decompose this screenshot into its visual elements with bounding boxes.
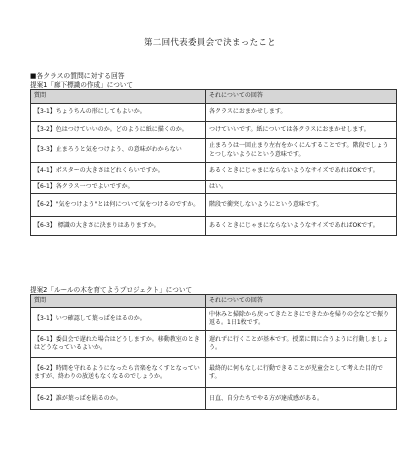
question-cell: 【3-1】いつ確認して葉っぱをはるのか。 xyxy=(31,308,206,331)
proposal1-table xyxy=(30,89,397,236)
table-header-row xyxy=(31,90,397,104)
header-question: 質問 xyxy=(31,295,206,308)
table-row xyxy=(31,104,397,122)
table-row xyxy=(31,308,397,331)
question-cell: 【6-3】 標識の大きさに決まりはありますか。 xyxy=(31,217,206,236)
table-header-row xyxy=(31,295,397,308)
table-row xyxy=(31,358,397,388)
question-cell: 【6-2】誰が葉っぱを貼るのか。 xyxy=(31,388,206,410)
table-row xyxy=(31,181,397,194)
section-heading: ■各クラスの質問に対する回答 xyxy=(30,72,125,80)
question-cell: 【4-1】ポスターの大きさはどれくらいですか。 xyxy=(31,163,206,181)
question-cell: 【6-2】時間を守れるようになったら音楽をなくすとなっていますが、終わりの放送もなくなるのでしょうか。 xyxy=(31,358,206,388)
question-cell: 【3-2】色はつけていいのか。どのように紙に描くのか。 xyxy=(31,122,206,139)
answer-cell: 遅れずに行くことが基本です。授業に間に合うように行動しましょう。 xyxy=(206,331,397,358)
answer-cell: 最終的に何もなしに行動できることが児童会として考えた目的です。 xyxy=(206,358,397,388)
proposal2-table xyxy=(30,294,397,410)
answer-cell: あるくときにじゃまにならないようなサイズであればOKです。 xyxy=(206,217,397,236)
table-row xyxy=(31,163,397,181)
question-cell: 【3-3】止まろうと気をつけよう、の意味がわからない xyxy=(31,139,206,163)
table-row xyxy=(31,194,397,217)
answer-cell: はい。 xyxy=(206,181,397,194)
answer-cell: 日直、自分たちでやる方が達成感がある。 xyxy=(206,388,397,410)
question-cell: 【6-1】委員会で遅れた場合はどうしますか。移動教室のときはどうなっているよいか。 xyxy=(31,331,206,358)
answer-cell: 各クラスにおまかせします。 xyxy=(206,104,397,122)
answer-cell: あるくときにじゃまにならないようなサイズであればOKです。 xyxy=(206,163,397,181)
header-answer: それについての回答 xyxy=(206,295,397,308)
proposal2-heading: 提案2「ルールの木を育てようプロジェクト」について xyxy=(30,286,193,294)
question-cell: 【3-1】ちょうちんの形にしてもよいか。 xyxy=(31,104,206,122)
proposal1-heading: 提案1「廊下標識の作成」について xyxy=(30,81,133,89)
answer-cell: 階段で衝突しないようにという意味です。 xyxy=(206,194,397,217)
table-row xyxy=(31,139,397,163)
answer-cell: 中休みと掃除から戻ってきたときにできたかを帰りの会などで振り返る。1日1枚です。 xyxy=(206,308,397,331)
header-question: 質問 xyxy=(31,90,206,104)
question-cell: 【6-2】"気をつけよう"とは何について気をつけるのですか。 xyxy=(31,194,206,217)
header-answer: それについての回答 xyxy=(206,90,397,104)
question-cell: 【6-1】各クラス一つでよいですか。 xyxy=(31,181,206,194)
page-title: 第二回代表委員会で決まったこと xyxy=(143,38,276,48)
answer-cell: つけていいです。紙については各クラスにおまかせします。 xyxy=(206,122,397,139)
table-row xyxy=(31,122,397,139)
table-row xyxy=(31,331,397,358)
table-row xyxy=(31,217,397,236)
table-row xyxy=(31,388,397,410)
answer-cell: 止まろうは一回止まり左右をかくにんすることです。階段でしょうとつしないようにという意味です。 xyxy=(206,139,397,163)
